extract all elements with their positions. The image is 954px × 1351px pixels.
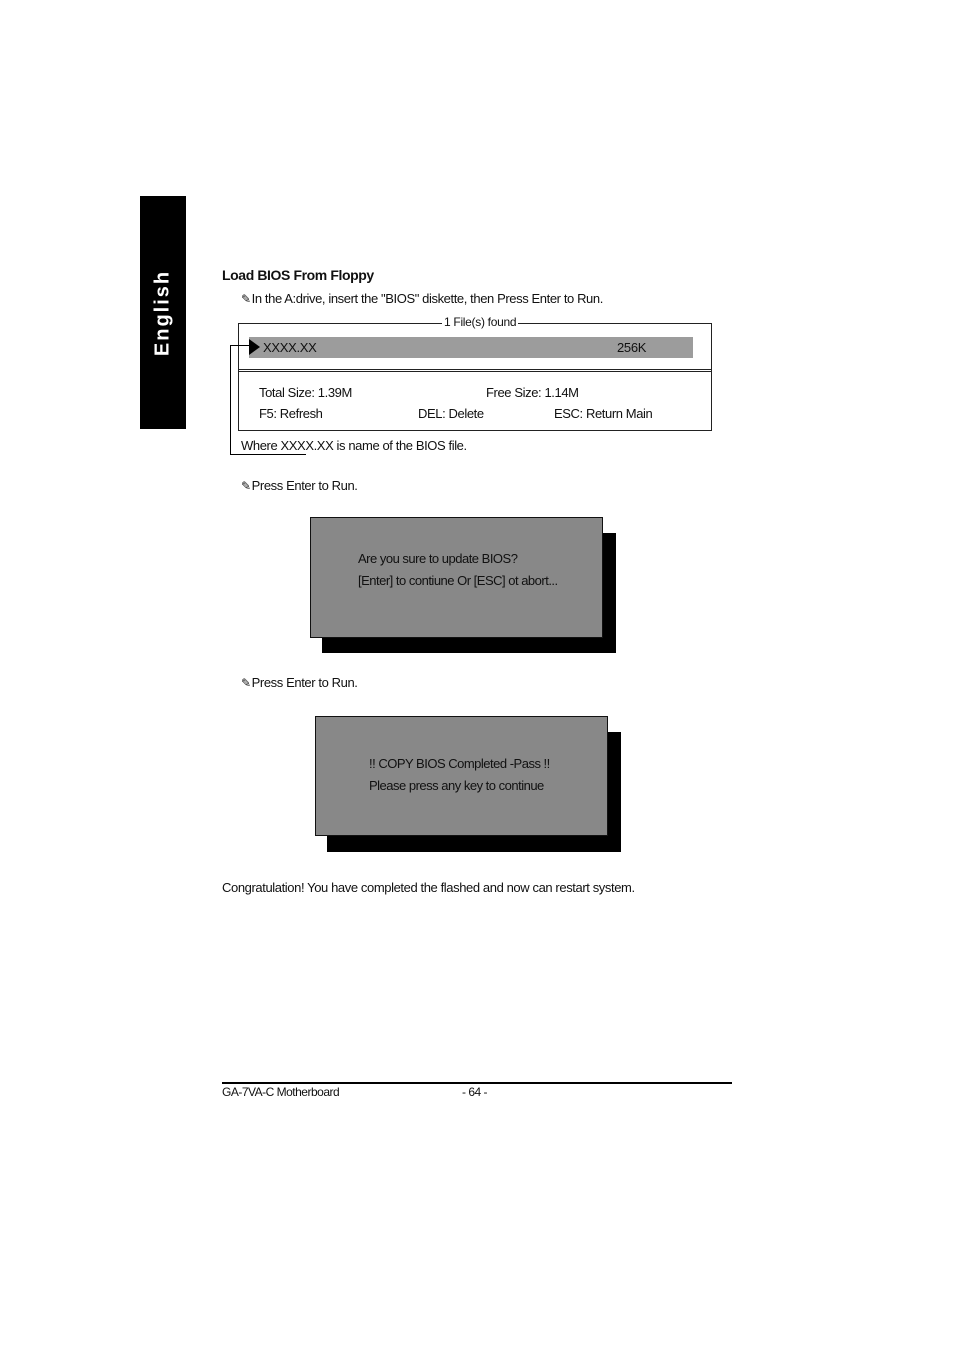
pencil-icon: ✎ xyxy=(241,292,251,306)
callout-line-bottom xyxy=(230,454,306,455)
language-tab-label: English xyxy=(151,269,174,356)
conclusion-text: Congratulation! You have completed the flashed and now can restart system. xyxy=(222,880,635,895)
confirm-instruction: [Enter] to contiune Or [ESC] ot abort... xyxy=(358,573,558,588)
total-size: Total Size: 1.39M xyxy=(259,385,352,400)
complete-dialog xyxy=(315,716,608,836)
refresh-key-hint: F5: Refresh xyxy=(259,406,323,421)
file-size: 256K xyxy=(617,340,647,355)
confirm-question: Are you sure to update BIOS? xyxy=(358,551,518,566)
arrow-right-icon xyxy=(249,339,260,355)
language-tab xyxy=(140,196,186,429)
confirm-dialog xyxy=(310,517,603,638)
step-text: In the A:drive, insert the "BIOS" diskette, then Press Enter to Run. xyxy=(251,291,603,306)
callout-note: Where XXXX.XX is name of the BIOS file. xyxy=(241,438,467,453)
callout-line-top xyxy=(230,345,249,346)
delete-key-hint: DEL: Delete xyxy=(418,406,484,421)
pencil-icon: ✎ xyxy=(241,479,251,493)
step-instruction-2 xyxy=(241,478,358,493)
bios-file-panel xyxy=(238,315,712,431)
file-name: XXXX.XX xyxy=(263,340,317,355)
complete-instruction: Please press any key to continue xyxy=(369,778,544,793)
step-text: Press Enter to Run. xyxy=(251,675,358,690)
panel-divider xyxy=(239,369,711,372)
pencil-icon: ✎ xyxy=(241,676,251,690)
step-instruction-1 xyxy=(241,291,603,306)
step-instruction-3 xyxy=(241,675,358,690)
footer-rule xyxy=(222,1082,732,1084)
return-key-hint: ESC: Return Main xyxy=(554,406,653,421)
free-size: Free Size: 1.14M xyxy=(486,385,579,400)
files-found-label: 1 File(s) found xyxy=(444,315,517,329)
page-number: - 64 - xyxy=(462,1085,488,1099)
callout-line-vertical xyxy=(230,345,231,455)
step-text: Press Enter to Run. xyxy=(251,478,358,493)
file-list-item[interactable] xyxy=(249,337,693,358)
complete-status: !! COPY BIOS Completed -Pass !! xyxy=(369,756,550,771)
section-title: Load BIOS From Floppy xyxy=(222,267,374,283)
footer-model: GA-7VA-C Motherboard xyxy=(222,1085,340,1099)
